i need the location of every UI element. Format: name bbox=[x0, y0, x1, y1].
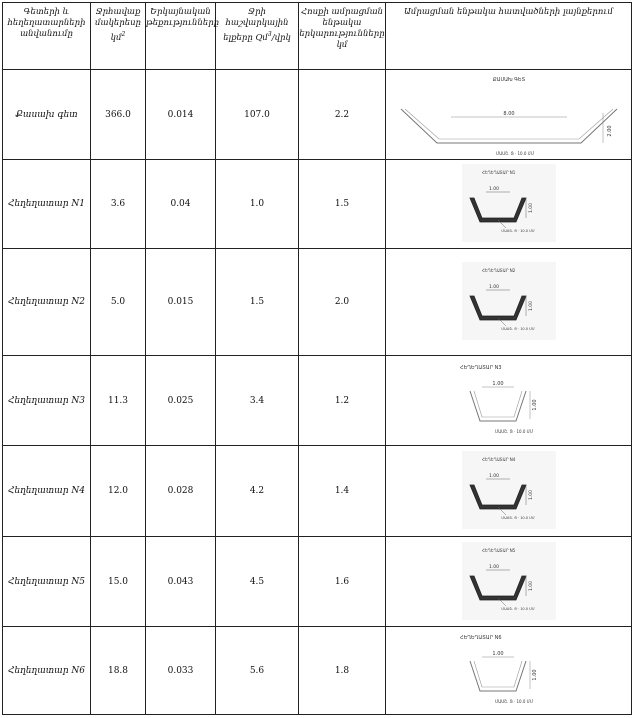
length-cell: 2.0 bbox=[299, 249, 386, 356]
width-dimension: 1.00 bbox=[488, 187, 499, 192]
name-cell: Հեղեղատար N3 bbox=[3, 356, 91, 446]
drawing-title: ՀԵՂԵՂԱՏԱՐ N4 bbox=[481, 457, 515, 462]
name-cell: Հեղեղատար N1 bbox=[3, 160, 91, 249]
header-slope: Երկայնական թեքությունները bbox=[146, 3, 216, 70]
header-area-text: Ջրհավաք մակերեսը կմ bbox=[95, 7, 141, 43]
scale-label: ՄԱՍՇ. Ց · 10.0 ՄՄ bbox=[500, 229, 535, 233]
section-drawing-cell bbox=[386, 249, 632, 356]
channel-section-drawing bbox=[454, 540, 564, 624]
height-dimension: 1.00 bbox=[528, 300, 534, 312]
channel-section-drawing bbox=[454, 449, 564, 533]
channel-section-drawing bbox=[454, 629, 564, 713]
length-cell: 1.4 bbox=[299, 446, 386, 537]
area-cell: 5.0 bbox=[91, 249, 146, 356]
slope-cell: 0.043 bbox=[146, 537, 216, 627]
table-row bbox=[3, 627, 632, 715]
scale-label: ՄԱՍՇ. Ց · 10.0 ՄՄ bbox=[500, 516, 535, 520]
height-dimension: 1.00 bbox=[528, 580, 534, 591]
width-dimension: 1.00 bbox=[488, 474, 499, 479]
flow-cell: 3.4 bbox=[216, 356, 299, 446]
drawing-title: ՀԵՂԵՂԱՏԱՐ N5 bbox=[481, 547, 515, 553]
scale-label: ՄԱՍՇ. Ց · 10.0 ՄՄ bbox=[494, 698, 533, 704]
scale-label: ՄԱՍՇ. Ց · 10.0 ՄՄ bbox=[495, 150, 534, 156]
name-cell: Հեղեղատար N4 bbox=[3, 446, 91, 537]
area-cell: 11.3 bbox=[91, 356, 146, 446]
table-row bbox=[3, 160, 632, 249]
table-row bbox=[3, 249, 632, 356]
section-drawing-cell bbox=[386, 537, 632, 627]
length-cell: 1.2 bbox=[299, 356, 386, 446]
channel-section-drawing bbox=[454, 359, 564, 443]
slope-cell: 0.033 bbox=[146, 627, 216, 715]
header-area-sup: 2 bbox=[121, 31, 126, 38]
channel-section-drawing bbox=[454, 162, 564, 246]
flow-cell: 1.0 bbox=[216, 160, 299, 249]
area-cell: 18.8 bbox=[91, 627, 146, 715]
length-cell: 1.5 bbox=[299, 160, 386, 249]
section-drawing-cell bbox=[386, 446, 632, 537]
header-flow-sup: 3 bbox=[267, 31, 272, 38]
channel-inner-outline bbox=[474, 661, 522, 687]
drawing-title: ՀԵՂԵՂԱՏԱՐ N1 bbox=[481, 170, 515, 175]
width-dimension: 1.00 bbox=[491, 650, 504, 657]
slope-cell: 0.04 bbox=[146, 160, 216, 249]
scale-label: ՄԱՍՇ. Ց · 10.0 ՄՄ bbox=[494, 428, 533, 434]
name-cell: Հեղեղատար N2 bbox=[3, 249, 91, 356]
area-cell: 15.0 bbox=[91, 537, 146, 627]
slope-cell: 0.014 bbox=[146, 70, 216, 160]
length-cell: 1.6 bbox=[299, 537, 386, 627]
width-dimension: 1.00 bbox=[491, 380, 504, 387]
drawing-title: ՀԵՂԵՂԱՏԱՐ N2 bbox=[481, 268, 515, 273]
flow-cell: 1.5 bbox=[216, 249, 299, 356]
drawing-title: ՔԱՍԱԽ ԳԵՏ bbox=[492, 76, 525, 83]
area-cell: 3.6 bbox=[91, 160, 146, 249]
width-dimension: 1.00 bbox=[488, 564, 499, 570]
header-length: Հոսքի ամրացման ենթակա երկարությունները կմ bbox=[299, 3, 386, 70]
drawing-title: ՀԵՂԵՂԱՏԱՐ N6 bbox=[459, 634, 502, 641]
area-cell: 366.0 bbox=[91, 70, 146, 160]
length-cell: 1.8 bbox=[299, 627, 386, 715]
height-dimension: 1.00 bbox=[528, 202, 534, 214]
section-drawing-cell bbox=[386, 627, 632, 715]
header-section: Ամրացման ենթակա հատվածների լայնքերում bbox=[386, 3, 632, 70]
table-row bbox=[3, 446, 632, 537]
header-flow-unit: /վրկ bbox=[271, 32, 291, 43]
flow-cell: 107.0 bbox=[216, 70, 299, 160]
flow-cell: 4.2 bbox=[216, 446, 299, 537]
table-row bbox=[3, 356, 632, 446]
header-area bbox=[91, 3, 146, 70]
width-dimension: 8.00 bbox=[502, 110, 515, 117]
flow-cell: 4.5 bbox=[216, 537, 299, 627]
flow-cell: 5.6 bbox=[216, 627, 299, 715]
header-flow bbox=[216, 3, 299, 70]
header-row bbox=[3, 3, 632, 70]
length-cell: 2.2 bbox=[299, 70, 386, 160]
header-name: Գետերի և հեղեղատարների անվանումը bbox=[3, 3, 91, 70]
scale-label: ՄԱՍՇ. Ց · 10.0 ՄՄ bbox=[500, 606, 535, 611]
height-dimension: 1.00 bbox=[531, 668, 538, 681]
slope-cell: 0.025 bbox=[146, 356, 216, 446]
height-dimension: 1.00 bbox=[531, 398, 538, 411]
slope-cell: 0.028 bbox=[146, 446, 216, 537]
channel-section-drawing bbox=[391, 73, 627, 157]
river-table bbox=[2, 2, 632, 715]
section-drawing-cell bbox=[386, 356, 632, 446]
name-cell: Քասախ գետ bbox=[3, 70, 91, 160]
drawing-title: ՀԵՂԵՂԱՏԱՐ N3 bbox=[459, 364, 502, 371]
name-cell: Հեղեղատար N5 bbox=[3, 537, 91, 627]
table-row bbox=[3, 537, 632, 627]
scale-label: ՄԱՍՇ. Ց · 10.0 ՄՄ bbox=[500, 327, 535, 331]
name-cell: Հեղեղատար N6 bbox=[3, 627, 91, 715]
width-dimension: 1.00 bbox=[488, 285, 499, 290]
section-drawing-cell bbox=[386, 70, 632, 160]
channel-inner-outline bbox=[474, 391, 522, 417]
slope-cell: 0.015 bbox=[146, 249, 216, 356]
height-dimension: 2.00 bbox=[606, 124, 613, 137]
table-row bbox=[3, 70, 632, 160]
channel-section-drawing bbox=[454, 260, 564, 344]
header-flow-text: Ջրի հաշվարկային ելքերը Qմ bbox=[223, 7, 289, 43]
area-cell: 12.0 bbox=[91, 446, 146, 537]
section-drawing-cell bbox=[386, 160, 632, 249]
height-dimension: 1.00 bbox=[528, 489, 534, 501]
